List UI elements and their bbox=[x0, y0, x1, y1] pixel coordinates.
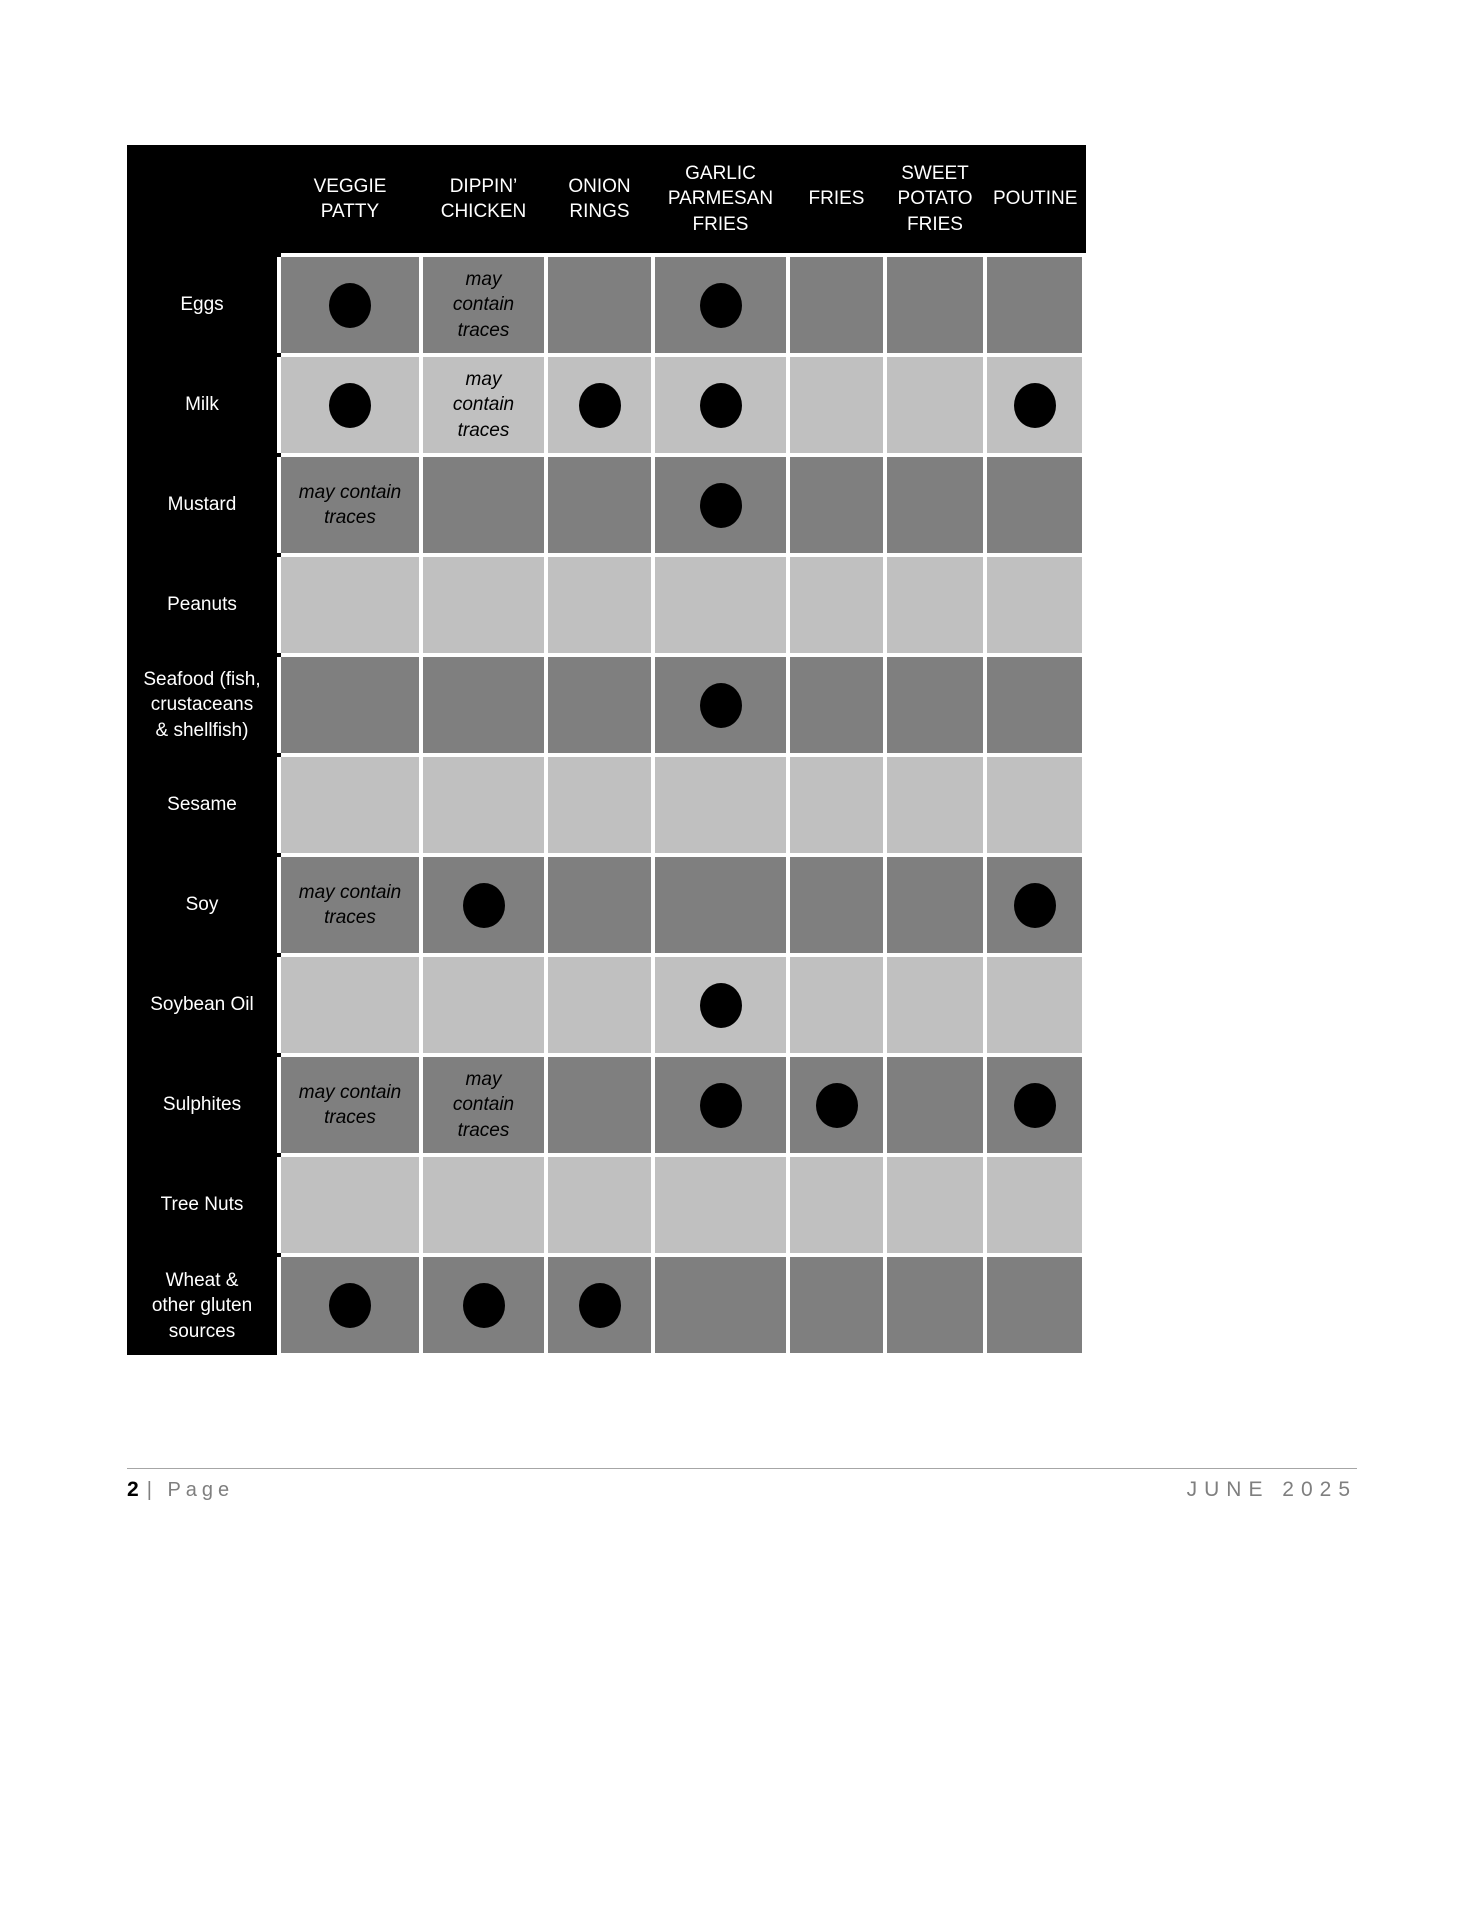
allergen-dot-icon bbox=[700, 383, 742, 428]
traces-text: may contain traces bbox=[298, 481, 402, 528]
empty-cell bbox=[788, 1255, 885, 1355]
contains-allergen-cell bbox=[279, 1255, 421, 1355]
corner-cell bbox=[127, 145, 279, 255]
column-header-row bbox=[127, 145, 1084, 255]
column-header-onion-rings: ONION RINGS bbox=[546, 145, 653, 255]
contains-allergen-cell bbox=[421, 855, 546, 955]
empty-cell bbox=[546, 655, 653, 755]
empty-cell bbox=[421, 955, 546, 1055]
contains-allergen-cell bbox=[788, 1055, 885, 1155]
allergen-row bbox=[127, 355, 1084, 455]
empty-cell bbox=[279, 955, 421, 1055]
column-header-garlic-parmesan-fries: GARLIC PARMESAN FRIES bbox=[653, 145, 788, 255]
empty-cell bbox=[546, 255, 653, 355]
empty-cell bbox=[885, 455, 985, 555]
empty-cell bbox=[421, 655, 546, 755]
allergen-label: Wheat & other gluten sources bbox=[127, 1255, 279, 1355]
allergen-row bbox=[127, 555, 1084, 655]
empty-cell bbox=[421, 755, 546, 855]
contains-allergen-cell bbox=[653, 655, 788, 755]
allergen-dot-icon bbox=[329, 283, 371, 328]
contains-allergen-cell bbox=[653, 955, 788, 1055]
contains-allergen-cell bbox=[653, 1055, 788, 1155]
may-contain-traces-cell bbox=[279, 855, 421, 955]
empty-cell bbox=[653, 1255, 788, 1355]
empty-cell bbox=[985, 1255, 1084, 1355]
allergen-dot-icon bbox=[329, 383, 371, 428]
empty-cell bbox=[788, 555, 885, 655]
contains-allergen-cell bbox=[985, 855, 1084, 955]
allergen-dot-icon bbox=[1014, 883, 1056, 928]
allergen-label: Soy bbox=[127, 855, 279, 955]
empty-cell bbox=[885, 555, 985, 655]
allergen-dot-icon bbox=[1014, 383, 1056, 428]
empty-cell bbox=[985, 555, 1084, 655]
allergen-row bbox=[127, 1255, 1084, 1355]
allergen-dot-icon bbox=[700, 1083, 742, 1128]
empty-cell bbox=[546, 555, 653, 655]
traces-text: may contain traces bbox=[452, 1069, 515, 1141]
contains-allergen-cell bbox=[421, 1255, 546, 1355]
allergen-label: Seafood (fish, crustaceans & shellfish) bbox=[127, 655, 279, 755]
empty-cell bbox=[546, 1055, 653, 1155]
traces-text: may contain traces bbox=[298, 1081, 402, 1128]
empty-cell bbox=[885, 355, 985, 455]
empty-cell bbox=[653, 1155, 788, 1255]
column-header-poutine: POUTINE bbox=[985, 145, 1084, 255]
allergen-label: Milk bbox=[127, 355, 279, 455]
empty-cell bbox=[653, 555, 788, 655]
empty-cell bbox=[788, 455, 885, 555]
allergen-table-body bbox=[127, 255, 1084, 1355]
empty-cell bbox=[985, 655, 1084, 755]
allergen-matrix-table bbox=[127, 145, 1086, 1357]
may-contain-traces-cell bbox=[279, 455, 421, 555]
empty-cell bbox=[885, 1055, 985, 1155]
empty-cell bbox=[985, 755, 1084, 855]
allergen-row bbox=[127, 855, 1084, 955]
empty-cell bbox=[788, 355, 885, 455]
contains-allergen-cell bbox=[985, 355, 1084, 455]
empty-cell bbox=[985, 1155, 1084, 1255]
allergen-label: Peanuts bbox=[127, 555, 279, 655]
allergen-row bbox=[127, 255, 1084, 355]
contains-allergen-cell bbox=[279, 255, 421, 355]
allergen-dot-icon bbox=[816, 1083, 858, 1128]
contains-allergen-cell bbox=[546, 1255, 653, 1355]
allergen-dot-icon bbox=[329, 1283, 371, 1328]
footer-date: JUNE 2025 bbox=[1186, 1478, 1357, 1501]
allergen-label: Sulphites bbox=[127, 1055, 279, 1155]
page-footer bbox=[127, 1468, 1357, 1502]
allergen-label: Sesame bbox=[127, 755, 279, 855]
may-contain-traces-cell bbox=[421, 1055, 546, 1155]
empty-cell bbox=[279, 755, 421, 855]
column-header-sweet-potato-fries: SWEET POTATO FRIES bbox=[885, 145, 985, 255]
column-header-veggie-patty: VEGGIE PATTY bbox=[279, 145, 421, 255]
allergen-dot-icon bbox=[700, 483, 742, 528]
allergen-row bbox=[127, 455, 1084, 555]
allergen-dot-icon bbox=[700, 983, 742, 1028]
allergen-dot-icon bbox=[700, 683, 742, 728]
empty-cell bbox=[788, 855, 885, 955]
allergen-dot-icon bbox=[463, 1283, 505, 1328]
empty-cell bbox=[279, 655, 421, 755]
empty-cell bbox=[421, 555, 546, 655]
empty-cell bbox=[885, 1155, 985, 1255]
allergen-row bbox=[127, 955, 1084, 1055]
page-word: | Page bbox=[146, 1479, 235, 1501]
allergen-row bbox=[127, 1055, 1084, 1155]
contains-allergen-cell bbox=[653, 355, 788, 455]
page-number: 2 bbox=[127, 1478, 139, 1501]
allergen-label: Eggs bbox=[127, 255, 279, 355]
empty-cell bbox=[885, 655, 985, 755]
allergen-row bbox=[127, 755, 1084, 855]
column-header-dippin-chicken: DIPPIN’ CHICKEN bbox=[421, 145, 546, 255]
empty-cell bbox=[885, 255, 985, 355]
empty-cell bbox=[546, 855, 653, 955]
allergen-dot-icon bbox=[579, 1283, 621, 1328]
contains-allergen-cell bbox=[546, 355, 653, 455]
allergen-label: Mustard bbox=[127, 455, 279, 555]
empty-cell bbox=[653, 855, 788, 955]
empty-cell bbox=[985, 455, 1084, 555]
empty-cell bbox=[885, 755, 985, 855]
contains-allergen-cell bbox=[985, 1055, 1084, 1155]
allergen-row bbox=[127, 655, 1084, 755]
empty-cell bbox=[788, 755, 885, 855]
allergen-dot-icon bbox=[463, 883, 505, 928]
empty-cell bbox=[985, 955, 1084, 1055]
empty-cell bbox=[421, 455, 546, 555]
empty-cell bbox=[653, 755, 788, 855]
empty-cell bbox=[885, 1255, 985, 1355]
empty-cell bbox=[546, 755, 653, 855]
allergen-dot-icon bbox=[579, 383, 621, 428]
allergen-dot-icon bbox=[1014, 1083, 1056, 1128]
page-number-block bbox=[127, 1478, 234, 1502]
empty-cell bbox=[546, 955, 653, 1055]
empty-cell bbox=[546, 1155, 653, 1255]
column-header-fries: FRIES bbox=[788, 145, 885, 255]
traces-text: may contain traces bbox=[452, 369, 515, 441]
empty-cell bbox=[788, 255, 885, 355]
empty-cell bbox=[788, 655, 885, 755]
allergen-dot-icon bbox=[700, 283, 742, 328]
empty-cell bbox=[788, 1155, 885, 1255]
contains-allergen-cell bbox=[279, 355, 421, 455]
empty-cell bbox=[546, 455, 653, 555]
may-contain-traces-cell bbox=[279, 1055, 421, 1155]
traces-text: may contain traces bbox=[452, 269, 515, 341]
may-contain-traces-cell bbox=[421, 355, 546, 455]
empty-cell bbox=[885, 955, 985, 1055]
contains-allergen-cell bbox=[653, 455, 788, 555]
allergen-label: Soybean Oil bbox=[127, 955, 279, 1055]
empty-cell bbox=[421, 1155, 546, 1255]
traces-text: may contain traces bbox=[298, 881, 402, 928]
allergen-label: Tree Nuts bbox=[127, 1155, 279, 1255]
contains-allergen-cell bbox=[653, 255, 788, 355]
may-contain-traces-cell bbox=[421, 255, 546, 355]
allergen-row bbox=[127, 1155, 1084, 1255]
empty-cell bbox=[788, 955, 885, 1055]
empty-cell bbox=[885, 855, 985, 955]
empty-cell bbox=[985, 255, 1084, 355]
empty-cell bbox=[279, 1155, 421, 1255]
empty-cell bbox=[279, 555, 421, 655]
